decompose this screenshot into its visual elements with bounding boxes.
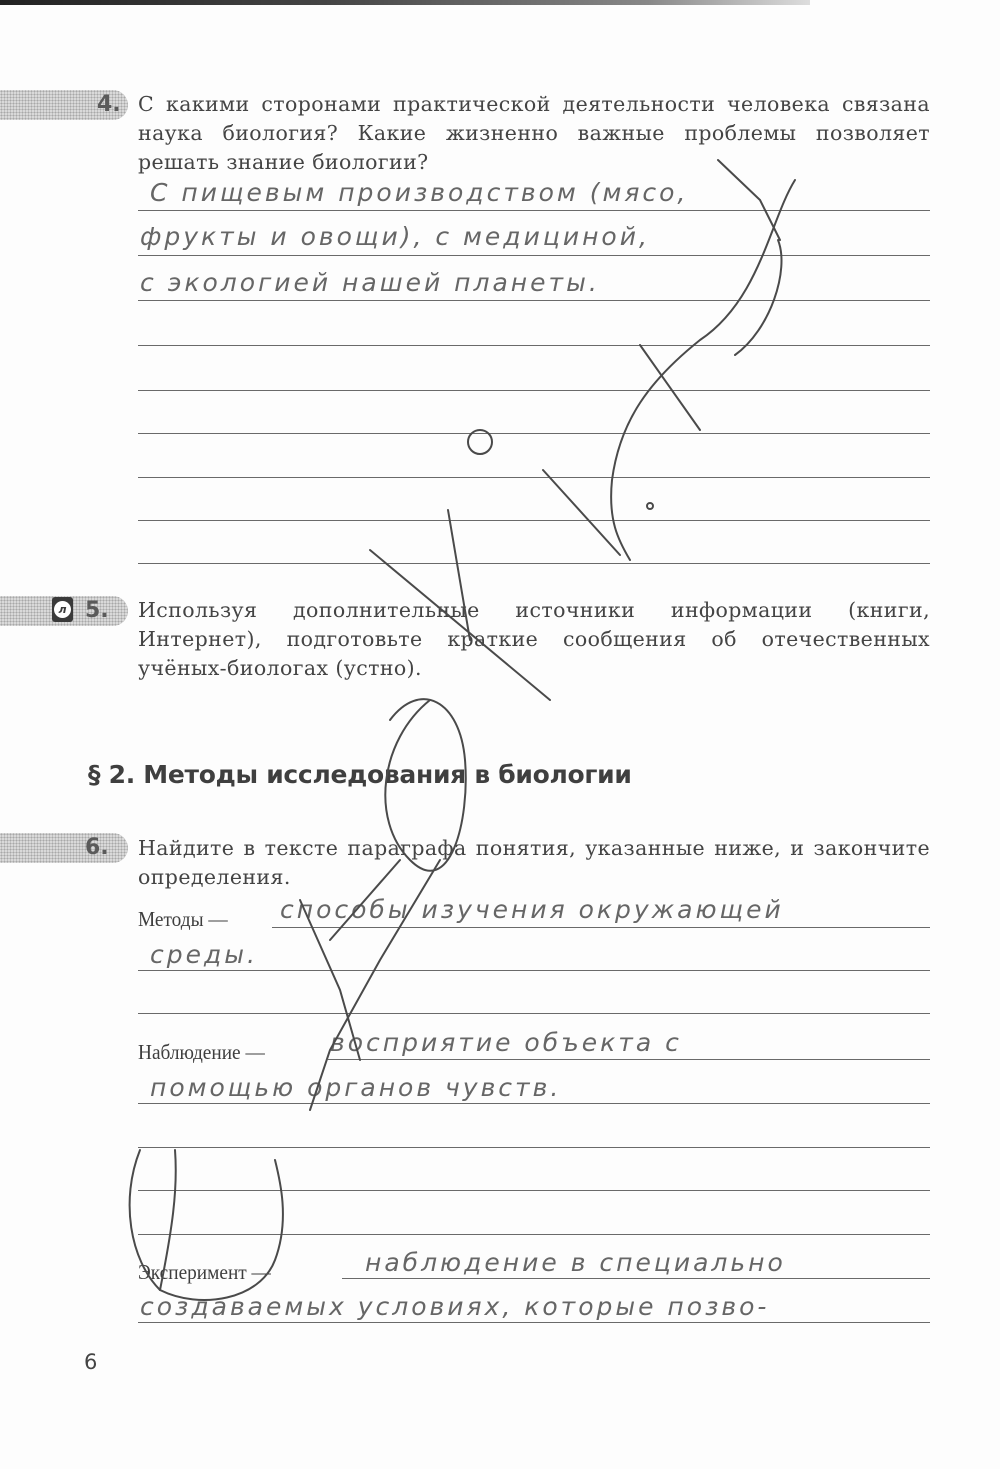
scan-edge <box>0 0 810 5</box>
task-number: 4. <box>97 92 121 117</box>
term-experiment: Эксперимент — <box>138 1260 271 1284</box>
task-question: Найдите в тексте параграфа понятия, указанные ниже, и закончите определения. <box>138 836 930 889</box>
task-number-band <box>0 833 128 863</box>
term-observation: Наблюдение — <box>138 1040 265 1064</box>
ruled-line <box>138 1234 930 1235</box>
ruled-line <box>342 1278 930 1279</box>
ruled-line <box>138 300 930 301</box>
handwritten-answer: с экологией нашей планеты. <box>140 268 600 297</box>
term-methods: Методы — <box>138 907 228 931</box>
ruled-line <box>272 927 930 928</box>
ruled-line <box>138 433 930 434</box>
handwritten-answer: помощью органов чувств. <box>150 1073 562 1102</box>
ruled-line <box>138 390 930 391</box>
handwritten-answer: способы изучения окружающей <box>280 895 784 924</box>
ruled-line <box>138 345 930 346</box>
ruled-line <box>138 563 930 564</box>
l-icon: л <box>52 597 73 622</box>
ruled-line <box>138 255 930 256</box>
ruled-line <box>328 1059 930 1060</box>
task-question: С какими сторонами практической деятельности человека связана наука биология? Какие жизненно важные проблемы позволяет решать знание биологии? <box>138 92 930 174</box>
handwritten-answer: среды. <box>150 940 258 969</box>
ruled-line <box>138 1322 930 1323</box>
ruled-line <box>138 1147 930 1148</box>
handwritten-answer: восприятие объекта с <box>330 1028 682 1057</box>
ruled-line <box>138 1103 930 1104</box>
ruled-line <box>138 1013 930 1014</box>
handwritten-answer: С пищевым производством (мясо, <box>150 178 689 207</box>
handwritten-answer: фрукты и овощи), с медициной, <box>140 222 650 251</box>
section-title: § 2. Методы исследования в биологии <box>88 760 632 789</box>
task-number: 5. <box>85 598 109 623</box>
ruled-line <box>138 210 930 211</box>
ruled-line <box>138 970 930 971</box>
task-question: Используя дополнительные источники информации (книги, Интернет), подготовьте краткие сообщения об отечественных учёных-биологах (устно). <box>138 598 930 680</box>
ruled-line <box>138 1190 930 1191</box>
ruled-line <box>138 477 930 478</box>
task-number: 6. <box>85 835 109 860</box>
ruled-line <box>138 520 930 521</box>
handwritten-answer: наблюдение в специально <box>365 1248 786 1277</box>
handwritten-answer: создаваемых условиях, которые позво- <box>140 1292 770 1321</box>
page-number: 6 <box>84 1350 98 1374</box>
